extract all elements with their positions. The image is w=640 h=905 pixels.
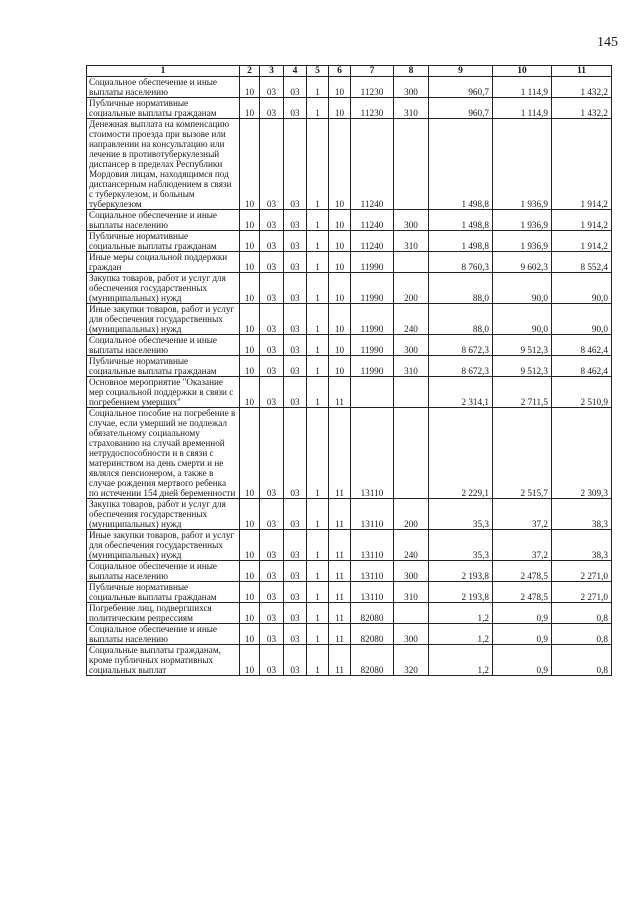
row-cell-2: 10 — [240, 231, 260, 252]
row-cell-5: 1 — [307, 645, 329, 676]
row-cell-10: 9 602,3 — [493, 252, 552, 273]
row-cell-10: 1 936,9 — [493, 210, 552, 231]
row-cell-2: 10 — [240, 582, 260, 603]
row-cell-3: 03 — [260, 499, 284, 530]
row-name: Иные закупки товаров, работ и услуг для обеспечения государственных (муниципальных) нужд — [87, 530, 240, 561]
row-cell-5: 1 — [307, 499, 329, 530]
row-cell-2: 10 — [240, 561, 260, 582]
row-cell-5: 1 — [307, 603, 329, 624]
row-cell-9: 35,3 — [429, 499, 493, 530]
table-row — [87, 603, 612, 624]
row-cell-8 — [394, 119, 429, 210]
row-cell-8 — [394, 252, 429, 273]
row-cell-11: 8 462,4 — [552, 335, 612, 356]
row-name: Иные меры социальной поддержки граждан — [87, 252, 240, 273]
row-cell-4: 03 — [284, 499, 307, 530]
row-cell-10: 9 512,3 — [493, 335, 552, 356]
table-row — [87, 582, 612, 603]
table-row — [87, 645, 612, 676]
row-cell-11: 1 432,2 — [552, 77, 612, 98]
row-cell-2: 10 — [240, 273, 260, 304]
row-cell-11: 90,0 — [552, 304, 612, 335]
row-cell-2: 10 — [240, 304, 260, 335]
column-header: 7 — [351, 66, 394, 77]
column-header: 8 — [394, 66, 429, 77]
row-cell-8: 310 — [394, 231, 429, 252]
column-header: 5 — [307, 66, 329, 77]
table-row — [87, 377, 612, 408]
row-cell-5: 1 — [307, 377, 329, 408]
row-cell-8: 240 — [394, 304, 429, 335]
row-cell-10: 2 478,5 — [493, 561, 552, 582]
row-name: Публичные нормативные социальные выплаты гражданам — [87, 356, 240, 377]
row-cell-8: 300 — [394, 210, 429, 231]
row-cell-11: 1 914,2 — [552, 231, 612, 252]
row-cell-10: 37,2 — [493, 499, 552, 530]
row-cell-2: 10 — [240, 603, 260, 624]
row-cell-9: 8 672,3 — [429, 356, 493, 377]
column-header: 10 — [493, 66, 552, 77]
row-cell-4: 03 — [284, 273, 307, 304]
column-header: 2 — [240, 66, 260, 77]
row-cell-4: 03 — [284, 335, 307, 356]
row-cell-2: 10 — [240, 210, 260, 231]
row-name: Социальное обеспечение и иные выплаты населению — [87, 561, 240, 582]
row-cell-2: 10 — [240, 408, 260, 499]
header-row — [87, 66, 612, 77]
row-cell-5: 1 — [307, 356, 329, 377]
row-cell-8: 200 — [394, 273, 429, 304]
row-cell-11: 38,3 — [552, 499, 612, 530]
row-cell-6: 11 — [329, 499, 351, 530]
row-cell-10: 2 478,5 — [493, 582, 552, 603]
row-cell-3: 03 — [260, 582, 284, 603]
row-cell-7: 11990 — [351, 335, 394, 356]
budget-table — [86, 65, 612, 676]
row-cell-6: 11 — [329, 645, 351, 676]
column-header: 6 — [329, 66, 351, 77]
row-cell-8: 240 — [394, 530, 429, 561]
row-cell-8 — [394, 377, 429, 408]
row-name: Социальное обеспечение и иные выплаты населению — [87, 77, 240, 98]
table-row — [87, 530, 612, 561]
row-cell-9: 2 193,8 — [429, 582, 493, 603]
row-cell-5: 1 — [307, 582, 329, 603]
row-cell-4: 03 — [284, 624, 307, 645]
row-cell-9: 8 760,3 — [429, 252, 493, 273]
row-cell-8: 200 — [394, 499, 429, 530]
row-cell-10: 37,2 — [493, 530, 552, 561]
row-cell-9: 1 498,8 — [429, 119, 493, 210]
page-number: 145 — [597, 35, 618, 50]
row-cell-2: 10 — [240, 335, 260, 356]
row-cell-6: 11 — [329, 624, 351, 645]
row-cell-4: 03 — [284, 603, 307, 624]
row-cell-7: 11230 — [351, 98, 394, 119]
row-cell-3: 03 — [260, 408, 284, 499]
row-cell-3: 03 — [260, 335, 284, 356]
row-cell-6: 10 — [329, 273, 351, 304]
row-cell-10: 2 711,5 — [493, 377, 552, 408]
row-name: Социальное обеспечение и иные выплаты населению — [87, 624, 240, 645]
table-row — [87, 335, 612, 356]
row-cell-4: 03 — [284, 530, 307, 561]
row-cell-4: 03 — [284, 356, 307, 377]
row-cell-7: 11990 — [351, 252, 394, 273]
row-cell-5: 1 — [307, 119, 329, 210]
row-cell-10: 1 114,9 — [493, 77, 552, 98]
row-cell-5: 1 — [307, 624, 329, 645]
row-cell-9: 960,7 — [429, 77, 493, 98]
row-cell-7: 11990 — [351, 356, 394, 377]
row-name: Социальное обеспечение и иные выплаты населению — [87, 210, 240, 231]
row-cell-7: 82080 — [351, 645, 394, 676]
row-cell-5: 1 — [307, 77, 329, 98]
row-cell-11: 0,8 — [552, 645, 612, 676]
row-cell-2: 10 — [240, 377, 260, 408]
row-cell-10: 1 936,9 — [493, 119, 552, 210]
row-cell-10: 9 512,3 — [493, 356, 552, 377]
row-cell-8: 320 — [394, 645, 429, 676]
table-row — [87, 408, 612, 499]
row-cell-10: 0,9 — [493, 624, 552, 645]
row-cell-9: 35,3 — [429, 530, 493, 561]
row-cell-8 — [394, 408, 429, 499]
row-cell-7: 11240 — [351, 231, 394, 252]
row-cell-6: 10 — [329, 77, 351, 98]
row-cell-5: 1 — [307, 231, 329, 252]
row-cell-10: 2 515,7 — [493, 408, 552, 499]
row-cell-11: 2 510,9 — [552, 377, 612, 408]
row-cell-7: 11990 — [351, 273, 394, 304]
row-cell-4: 03 — [284, 561, 307, 582]
row-cell-5: 1 — [307, 530, 329, 561]
row-cell-3: 03 — [260, 231, 284, 252]
row-cell-4: 03 — [284, 408, 307, 499]
row-cell-10: 0,9 — [493, 645, 552, 676]
row-cell-3: 03 — [260, 561, 284, 582]
row-cell-6: 10 — [329, 98, 351, 119]
row-cell-4: 03 — [284, 377, 307, 408]
row-cell-3: 03 — [260, 645, 284, 676]
row-cell-4: 03 — [284, 77, 307, 98]
row-cell-11: 0,8 — [552, 624, 612, 645]
row-cell-11: 2 309,3 — [552, 408, 612, 499]
row-cell-7: 82080 — [351, 603, 394, 624]
row-cell-8: 310 — [394, 582, 429, 603]
row-name: Денежная выплата на компенсацию стоимости проезда при вызове или направлении на консультацию или лечение в противотуберкулезный диспансер в пределах Республики Мордовия лицам, находящимся под диспансерным наблюдением в связи с туберкулезом, и больным туберкулезом — [87, 119, 240, 210]
column-header: 9 — [429, 66, 493, 77]
row-cell-2: 10 — [240, 356, 260, 377]
row-cell-9: 2 314,1 — [429, 377, 493, 408]
row-cell-7: 11230 — [351, 77, 394, 98]
row-cell-4: 03 — [284, 231, 307, 252]
column-header: 11 — [552, 66, 612, 77]
table-row — [87, 304, 612, 335]
row-cell-11: 1 914,2 — [552, 119, 612, 210]
table-row — [87, 624, 612, 645]
row-name: Социальное пособие на погребение в случае, если умерший не подлежал обязательному социальному страхованию на случай временной нетрудоспособности и в связи с материнством на день смерти и не являлся пенсионером, а также в случае рождения мертвого ребенка по истечении 154 дней беременности — [87, 408, 240, 499]
row-cell-11: 38,3 — [552, 530, 612, 561]
row-cell-5: 1 — [307, 273, 329, 304]
row-cell-4: 03 — [284, 582, 307, 603]
row-cell-6: 10 — [329, 210, 351, 231]
row-cell-9: 960,7 — [429, 98, 493, 119]
row-cell-5: 1 — [307, 98, 329, 119]
row-cell-3: 03 — [260, 624, 284, 645]
row-cell-2: 10 — [240, 77, 260, 98]
row-name: Иные закупки товаров, работ и услуг для обеспечения государственных (муниципальных) нужд — [87, 304, 240, 335]
row-cell-7: 11240 — [351, 210, 394, 231]
row-cell-5: 1 — [307, 408, 329, 499]
row-cell-6: 10 — [329, 356, 351, 377]
row-name: Закупка товаров, работ и услуг для обеспечения государственных (муниципальных) нужд — [87, 499, 240, 530]
row-cell-3: 03 — [260, 273, 284, 304]
row-cell-7: 13110 — [351, 408, 394, 499]
column-header: 3 — [260, 66, 284, 77]
row-cell-2: 10 — [240, 624, 260, 645]
row-cell-6: 11 — [329, 603, 351, 624]
row-cell-8: 300 — [394, 624, 429, 645]
row-cell-6: 11 — [329, 408, 351, 499]
row-name: Социальное обеспечение и иные выплаты населению — [87, 335, 240, 356]
table-row — [87, 561, 612, 582]
row-cell-9: 1 498,8 — [429, 210, 493, 231]
row-cell-9: 1,2 — [429, 624, 493, 645]
row-cell-4: 03 — [284, 98, 307, 119]
row-cell-6: 11 — [329, 530, 351, 561]
row-cell-3: 03 — [260, 377, 284, 408]
row-cell-3: 03 — [260, 356, 284, 377]
row-cell-2: 10 — [240, 98, 260, 119]
row-cell-8: 310 — [394, 98, 429, 119]
row-cell-6: 11 — [329, 377, 351, 408]
row-cell-3: 03 — [260, 304, 284, 335]
table-row — [87, 98, 612, 119]
row-cell-8: 300 — [394, 335, 429, 356]
row-cell-4: 03 — [284, 645, 307, 676]
row-cell-11: 2 271,0 — [552, 582, 612, 603]
row-cell-7: 13110 — [351, 530, 394, 561]
row-cell-4: 03 — [284, 304, 307, 335]
row-name: Закупка товаров, работ и услуг для обеспечения государственных (муниципальных) нужд — [87, 273, 240, 304]
row-cell-6: 11 — [329, 561, 351, 582]
row-cell-9: 2 229,1 — [429, 408, 493, 499]
row-cell-5: 1 — [307, 304, 329, 335]
row-cell-6: 10 — [329, 119, 351, 210]
column-header: 4 — [284, 66, 307, 77]
row-cell-9: 1,2 — [429, 603, 493, 624]
table-body — [87, 77, 612, 676]
table-row — [87, 356, 612, 377]
table-row — [87, 119, 612, 210]
row-cell-11: 2 271,0 — [552, 561, 612, 582]
table-row — [87, 499, 612, 530]
row-cell-7: 13110 — [351, 582, 394, 603]
row-cell-10: 1 936,9 — [493, 231, 552, 252]
row-cell-11: 1 432,2 — [552, 98, 612, 119]
column-header: 1 — [87, 66, 240, 77]
row-cell-2: 10 — [240, 645, 260, 676]
row-cell-6: 10 — [329, 231, 351, 252]
row-cell-9: 8 672,3 — [429, 335, 493, 356]
row-cell-7: 13110 — [351, 561, 394, 582]
row-cell-9: 1,2 — [429, 645, 493, 676]
row-name: Публичные нормативные социальные выплаты гражданам — [87, 231, 240, 252]
row-cell-5: 1 — [307, 561, 329, 582]
row-cell-4: 03 — [284, 252, 307, 273]
row-name: Погребение лиц, подвергшихся политическим репрессиям — [87, 603, 240, 624]
row-cell-3: 03 — [260, 530, 284, 561]
row-cell-6: 10 — [329, 304, 351, 335]
row-name: Основное мероприятие "Оказание мер социальной поддержки в связи с погребением умерших" — [87, 377, 240, 408]
table-row — [87, 77, 612, 98]
row-cell-6: 10 — [329, 252, 351, 273]
row-cell-4: 03 — [284, 210, 307, 231]
row-cell-2: 10 — [240, 119, 260, 210]
table-row — [87, 252, 612, 273]
row-cell-2: 10 — [240, 530, 260, 561]
table-row — [87, 231, 612, 252]
row-cell-2: 10 — [240, 252, 260, 273]
row-cell-11: 8 552,4 — [552, 252, 612, 273]
row-cell-7: 13110 — [351, 499, 394, 530]
row-cell-3: 03 — [260, 98, 284, 119]
table-row — [87, 210, 612, 231]
row-cell-11: 0,8 — [552, 603, 612, 624]
row-name: Публичные нормативные социальные выплаты гражданам — [87, 582, 240, 603]
row-cell-10: 0,9 — [493, 603, 552, 624]
row-name: Социальные выплаты гражданам, кроме публичных нормативных социальных выплат — [87, 645, 240, 676]
row-cell-8: 300 — [394, 561, 429, 582]
row-cell-11: 8 462,4 — [552, 356, 612, 377]
row-cell-6: 10 — [329, 335, 351, 356]
row-cell-5: 1 — [307, 210, 329, 231]
row-cell-7: 11240 — [351, 119, 394, 210]
row-cell-3: 03 — [260, 603, 284, 624]
row-cell-6: 11 — [329, 582, 351, 603]
row-cell-9: 1 498,8 — [429, 231, 493, 252]
row-cell-3: 03 — [260, 119, 284, 210]
row-cell-9: 2 193,8 — [429, 561, 493, 582]
row-cell-10: 90,0 — [493, 304, 552, 335]
row-name: Публичные нормативные социальные выплаты гражданам — [87, 98, 240, 119]
row-cell-8: 310 — [394, 356, 429, 377]
row-cell-2: 10 — [240, 499, 260, 530]
row-cell-10: 90,0 — [493, 273, 552, 304]
row-cell-8: 300 — [394, 77, 429, 98]
row-cell-3: 03 — [260, 252, 284, 273]
row-cell-3: 03 — [260, 210, 284, 231]
row-cell-7 — [351, 377, 394, 408]
row-cell-10: 1 114,9 — [493, 98, 552, 119]
row-cell-8 — [394, 603, 429, 624]
row-cell-5: 1 — [307, 335, 329, 356]
row-cell-4: 03 — [284, 119, 307, 210]
table-row — [87, 273, 612, 304]
row-cell-7: 11990 — [351, 304, 394, 335]
row-cell-9: 88,0 — [429, 273, 493, 304]
row-cell-11: 90,0 — [552, 273, 612, 304]
row-cell-11: 1 914,2 — [552, 210, 612, 231]
row-cell-3: 03 — [260, 77, 284, 98]
row-cell-7: 82080 — [351, 624, 394, 645]
row-cell-5: 1 — [307, 252, 329, 273]
row-cell-9: 88,0 — [429, 304, 493, 335]
